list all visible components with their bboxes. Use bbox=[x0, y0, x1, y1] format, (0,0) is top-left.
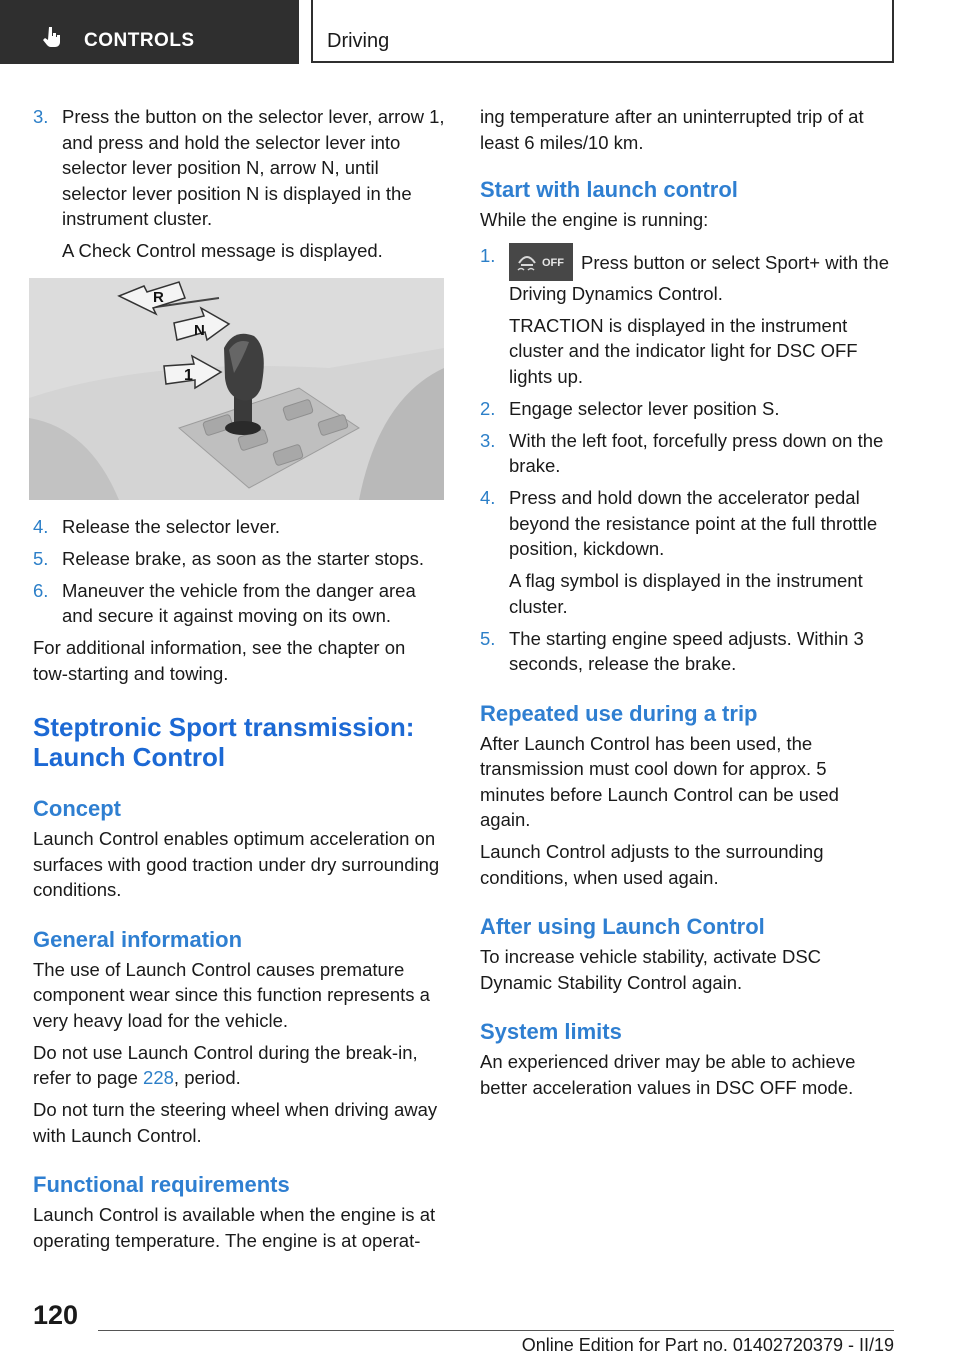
functional-requirements-heading: Functional requirements bbox=[33, 1172, 290, 1197]
paragraph: Launch Control enables optimum acceleration on surfaces with good traction under dry surrounding conditions. bbox=[33, 828, 440, 900]
paragraph: Launch Control is available when the engine is at operating temperature. The engine is at operat- bbox=[33, 1204, 436, 1251]
section-tab bbox=[0, 0, 299, 64]
step-item bbox=[480, 396, 894, 422]
concept-heading: Concept bbox=[33, 796, 121, 821]
paragraph: ing temperature after an uninterrupted trip of at least 6 miles/10 km. bbox=[480, 106, 864, 153]
right-column bbox=[480, 104, 894, 1107]
step-number: 3. bbox=[33, 106, 49, 127]
general-information-heading: General information bbox=[33, 926, 243, 952]
repeated-use-heading: Repeated use during a trip bbox=[480, 700, 758, 726]
step-number: 2. bbox=[480, 397, 496, 419]
step-subtext: TRACTION is displayed in the instrument cluster and the indicator light for DSC OFF lights up. bbox=[509, 314, 858, 387]
step-subtext: A flag symbol is displayed in the instrument cluster. bbox=[509, 570, 863, 617]
step-number: 1. bbox=[480, 244, 496, 266]
step-number: 5. bbox=[480, 627, 496, 649]
step-item bbox=[33, 514, 445, 540]
step-item bbox=[33, 546, 445, 572]
step-number: 3. bbox=[480, 429, 496, 451]
step-item bbox=[480, 485, 894, 619]
text-run: , period. bbox=[173, 1067, 241, 1088]
step-text: Press and hold down the accelerator pedal beyond the resistance point at the full throttle position, kickdown. bbox=[509, 487, 878, 559]
step-text: The starting engine speed adjusts. Within 3 seconds, release the brake. bbox=[509, 627, 864, 674]
figure-label-n: N bbox=[194, 321, 205, 339]
chapter-label: Driving bbox=[327, 30, 390, 52]
figure-label-r: R bbox=[153, 288, 164, 306]
edition-info: Online Edition for Part no. 01402720379 - II/19 bbox=[521, 1335, 894, 1355]
section-label: CONTROLS bbox=[84, 30, 195, 51]
paragraph bbox=[33, 1040, 445, 1091]
after-launch-control-heading: After using Launch Control bbox=[480, 914, 765, 939]
step-text: Release brake, as soon as the starter stops. bbox=[62, 547, 424, 569]
step-text: Maneuver the vehicle from the danger area and secure it against moving on its own. bbox=[62, 579, 416, 626]
step-text: Press the button on the selector lever, arrow 1, and press and hold the selector lever into selector lever position N, arrow N, until selector lever position N is displayed in the instrument cluster. bbox=[62, 106, 445, 229]
paragraph: After Launch Control has been used, the transmission must cool down for approx. 5 minutes before Launch Control can be used again. bbox=[480, 732, 839, 830]
step-text: Release the selector lever. bbox=[62, 515, 281, 537]
text-run: Do not use Launch Control during the break-in, refer to page bbox=[33, 1041, 418, 1088]
start-launch-control-heading: Start with launch control bbox=[480, 177, 738, 202]
paragraph: Launch Control adjusts to the surrounding conditions, when used again. bbox=[480, 841, 824, 888]
paragraph: For additional information, see the chapter on tow-starting and towing. bbox=[33, 637, 406, 684]
footer-divider bbox=[98, 1330, 894, 1331]
step-text: With the left foot, forcefully press down on the brake. bbox=[509, 429, 884, 476]
step-number: 4. bbox=[480, 487, 496, 508]
paragraph: To increase vehicle stability, activate DSC Dynamic Stability Control again. bbox=[480, 946, 822, 993]
dsc-off-label: OFF bbox=[542, 256, 564, 269]
dsc-off-button-icon bbox=[509, 243, 573, 281]
step-text-run: Press button or select Sport+ with the Driving Dynamics Control. bbox=[509, 251, 889, 304]
figure-label-1: 1 bbox=[184, 366, 193, 384]
step-number: 5. bbox=[33, 547, 49, 569]
left-column bbox=[33, 104, 445, 1260]
step-item bbox=[480, 626, 894, 677]
paragraph: The use of Launch Control causes premature component wear since this function represents a very heavy load for the vehicle. bbox=[33, 958, 430, 1031]
step-number: 6. bbox=[33, 579, 49, 601]
paragraph: Do not turn the steering wheel when driving away with Launch Control. bbox=[33, 1099, 438, 1146]
step-item bbox=[33, 104, 445, 264]
paragraph: While the engine is running: bbox=[480, 209, 709, 230]
hand-touch-icon bbox=[40, 25, 64, 49]
step-text bbox=[509, 243, 894, 307]
paragraph: An experienced driver may be able to achieve better acceleration values in DSC OFF mode. bbox=[480, 1051, 856, 1098]
step-item bbox=[480, 428, 894, 479]
main-heading: Steptronic Sport transmission: Launch Control bbox=[33, 712, 415, 772]
step-text: Engage selector lever position S. bbox=[509, 397, 780, 419]
step-subtext: A Check Control message is displayed. bbox=[62, 240, 383, 261]
selector-lever-illustration bbox=[29, 278, 444, 500]
page-reference-link[interactable]: 228 bbox=[143, 1067, 174, 1088]
page-number: 120 bbox=[33, 1300, 79, 1330]
system-limits-heading: System limits bbox=[480, 1019, 622, 1044]
chapter-header bbox=[311, 0, 894, 63]
step-item bbox=[480, 243, 894, 390]
step-number: 4. bbox=[33, 515, 49, 537]
step-item bbox=[33, 578, 445, 629]
selector-lever-drawing bbox=[29, 278, 444, 500]
